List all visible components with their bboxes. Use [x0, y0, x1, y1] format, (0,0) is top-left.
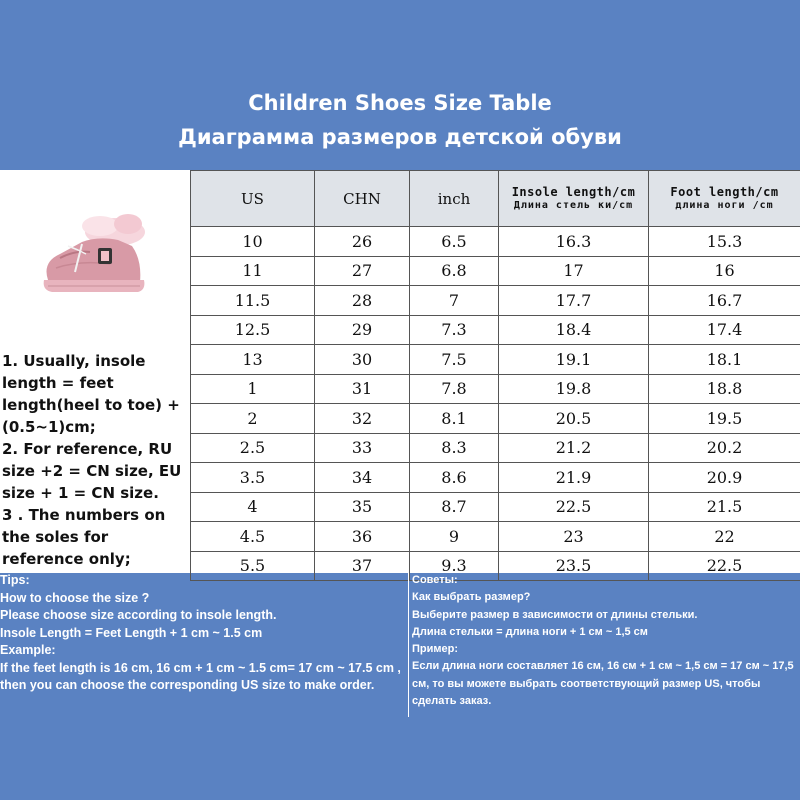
table-cell: 22.5: [499, 492, 649, 522]
title-english: Children Shoes Size Table: [248, 91, 552, 115]
table-row: [191, 256, 800, 286]
table-cell: 13: [191, 345, 315, 375]
header-us: US: [191, 171, 315, 227]
tips-ru-line: Если длина ноги составляет 16 см, 16 см + 1 см ~ 1,5 см = 17 см ~ 17,5 см, то вы можете выбрать соответствующий размер US, чтобы сделать заказ.: [412, 660, 794, 708]
table-cell: 19.8: [499, 374, 649, 404]
table-cell: 16: [649, 256, 800, 286]
table-cell: 6.5: [410, 227, 499, 257]
table-cell: 16.7: [649, 286, 800, 316]
table-cell: 37: [315, 551, 410, 581]
header-foot: [649, 171, 800, 227]
table-row: [191, 404, 800, 434]
table-cell: 7.3: [410, 315, 499, 345]
table-cell: 7: [410, 286, 499, 316]
table-row: [191, 463, 800, 493]
table-cell: 35: [315, 492, 410, 522]
tips-en-line: How to choose the size ?: [0, 590, 150, 605]
table-cell: 26: [315, 227, 410, 257]
table-cell: 21.5: [649, 492, 800, 522]
table-cell: 28: [315, 286, 410, 316]
tips-en-line: Please choose size according to insole length.: [0, 608, 277, 622]
table-row: [191, 345, 800, 375]
table-cell: 19.1: [499, 345, 649, 375]
table-cell: 8.3: [410, 433, 499, 463]
table-cell: 17.7: [499, 286, 649, 316]
shoe-image-icon: [20, 210, 160, 300]
table-cell: 7.5: [410, 345, 499, 375]
table-cell: 31: [315, 374, 410, 404]
table-header-row: [191, 171, 800, 227]
table-row: [191, 374, 800, 404]
table-cell: 17.4: [649, 315, 800, 345]
table-cell: 6.8: [410, 256, 499, 286]
tips-russian: [412, 572, 797, 717]
table-cell: 17: [499, 256, 649, 286]
table-cell: 15.3: [649, 227, 800, 257]
table-cell: 8.1: [410, 404, 499, 434]
table-cell: 20.5: [499, 404, 649, 434]
table-cell: 7.8: [410, 374, 499, 404]
tips-ru-line: Как выбрать размер?: [412, 591, 531, 604]
table-cell: 19.5: [649, 404, 800, 434]
tips-ru-line: Советы:: [412, 574, 458, 586]
table-cell: 5.5: [191, 551, 315, 581]
tips-ru-line: Пример:: [412, 643, 459, 656]
header-insole-en: Insole length/cm: [511, 185, 636, 199]
table-cell: 2.5: [191, 433, 315, 463]
header-foot-ru: длина ноги /cm: [675, 200, 774, 211]
table-row: [191, 522, 800, 552]
table-row: [191, 492, 800, 522]
table-cell: 36: [315, 522, 410, 552]
table-cell: 22.5: [649, 551, 800, 581]
tips-english: [0, 572, 409, 717]
table-cell: 34: [315, 463, 410, 493]
table-cell: 8.6: [410, 463, 499, 493]
table-cell: 32: [315, 404, 410, 434]
table-cell: 8.7: [410, 492, 499, 522]
table-cell: 3.5: [191, 463, 315, 493]
table-cell: 33: [315, 433, 410, 463]
table-cell: 11: [191, 256, 315, 286]
table-cell: 23.5: [499, 551, 649, 581]
table-cell: 9: [410, 522, 499, 552]
table-cell: 4.5: [191, 522, 315, 552]
table-row: [191, 227, 800, 257]
left-column: [0, 170, 190, 572]
title-block: [0, 86, 800, 154]
table-cell: 21.2: [499, 433, 649, 463]
tips-en-line: Tips:: [0, 573, 30, 587]
table-cell: 30: [315, 345, 410, 375]
tips-en-line: If the feet length is 16 cm, 16 cm + 1 cm ~ 1.5 cm= 17 cm ~ 17.5 cm , then you can choose the corresponding US size to make order.: [0, 660, 401, 692]
table-row: [191, 286, 800, 316]
table-cell: 4: [191, 492, 315, 522]
header-chn: CHN: [315, 171, 410, 227]
table-cell: 27: [315, 256, 410, 286]
table-cell: 29: [315, 315, 410, 345]
table-cell: 9.3: [410, 551, 499, 581]
table-cell: 21.9: [499, 463, 649, 493]
table-cell: 16.3: [499, 227, 649, 257]
table-cell: 12.5: [191, 315, 315, 345]
table-row: [191, 433, 800, 463]
table-cell: 1: [191, 374, 315, 404]
table-cell: 18.4: [499, 315, 649, 345]
title-russian: Диаграмма размеров детской обуви: [178, 125, 622, 149]
table-cell: 20.9: [649, 463, 800, 493]
note-1: 1. Usually, insole length = feet length(heel to toe) + (0.5~1)cm;: [2, 352, 180, 436]
table-cell: 23: [499, 522, 649, 552]
header-insole: [499, 171, 649, 227]
size-table: [190, 170, 800, 581]
tips-en-line: Insole Length = Feet Length + 1 cm ~ 1.5 cm: [0, 625, 263, 640]
table-cell: 18.1: [649, 345, 800, 375]
table-cell: 11.5: [191, 286, 315, 316]
size-notes: [2, 350, 190, 570]
table-cell: 20.2: [649, 433, 800, 463]
header-foot-en: Foot length/cm: [670, 185, 779, 199]
header-insole-ru: Длина стель ки/cm: [513, 200, 634, 211]
table-row: [191, 315, 800, 345]
header-inch: inch: [410, 171, 499, 227]
table-cell: 2: [191, 404, 315, 434]
note-3: 3 . The numbers on the soles for reference only;: [2, 506, 166, 568]
note-2: 2. For reference, RU size +2 = CN size, EU size + 1 = CN size.: [2, 440, 182, 502]
tips-en-line: Example:: [0, 643, 56, 657]
table-cell: 18.8: [649, 374, 800, 404]
tips-ru-line: Выберите размер в зависимости от длины стельки.: [412, 608, 698, 621]
table-cell: 10: [191, 227, 315, 257]
tips-ru-line: Длина стельки = длина ноги + 1 см ~ 1,5 см: [412, 625, 648, 638]
table-cell: 22: [649, 522, 800, 552]
